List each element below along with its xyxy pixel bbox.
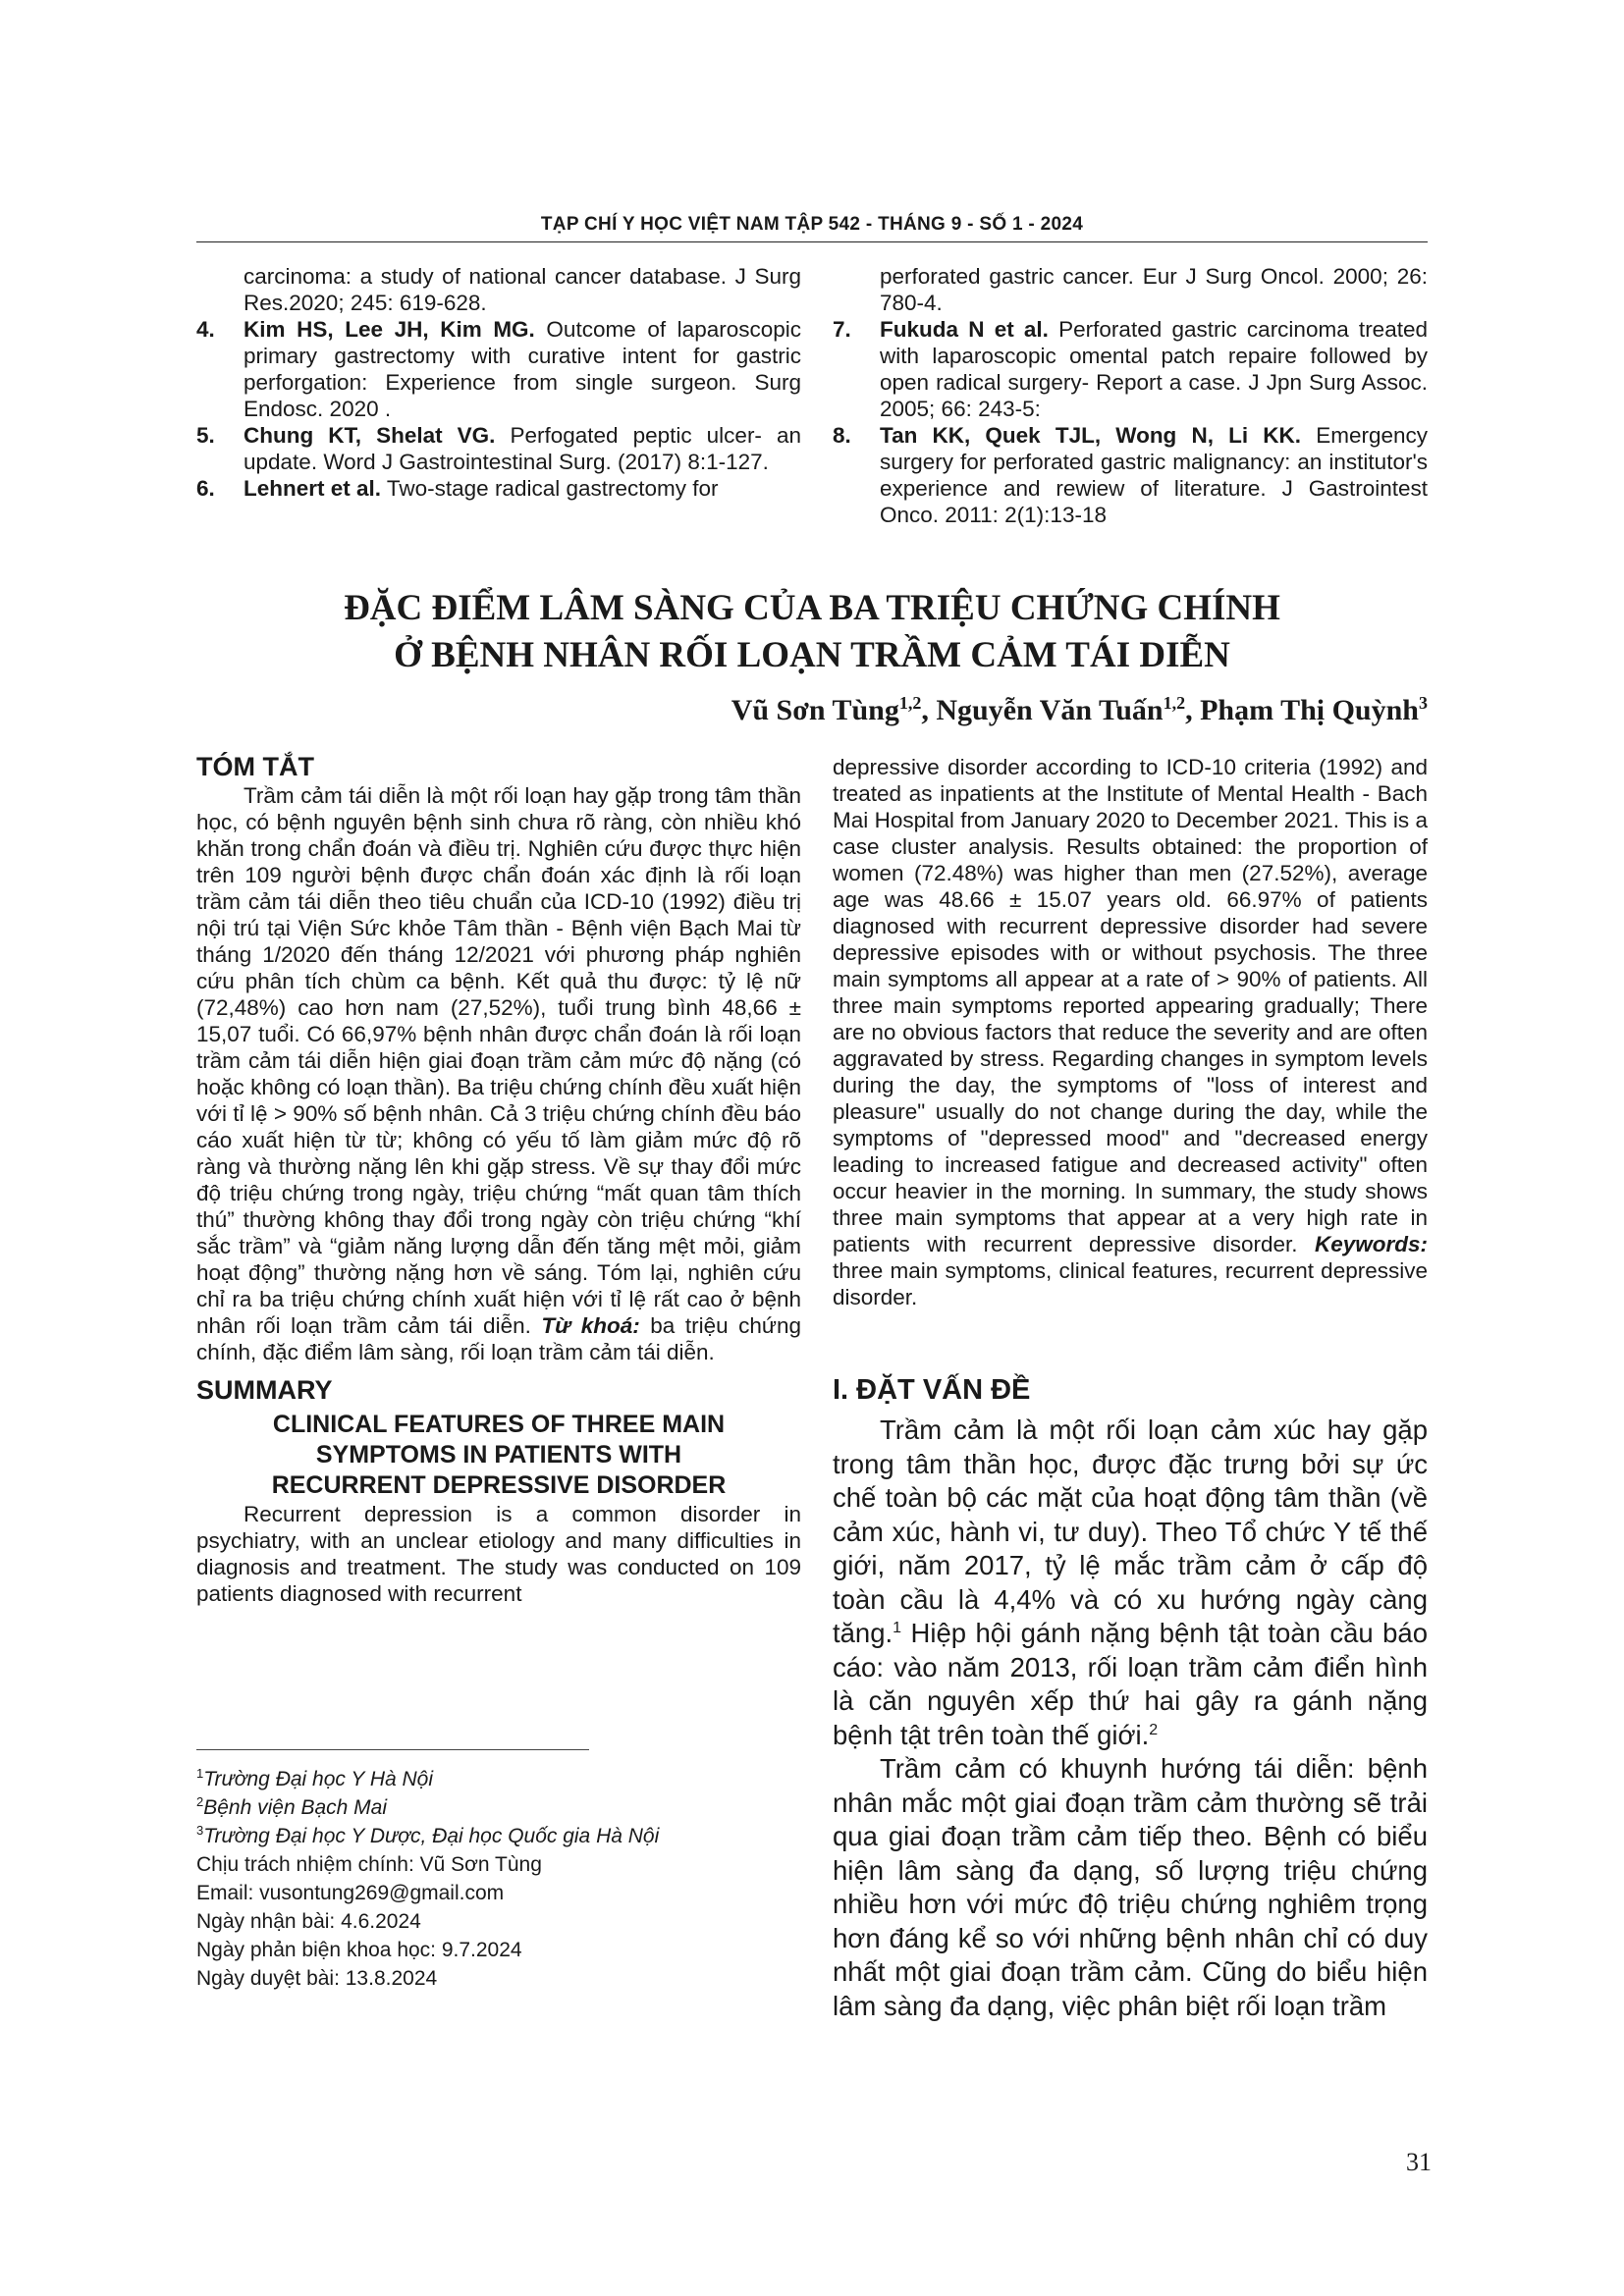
article-title-line-1: ĐẶC ĐIỂM LÂM SÀNG CỦA BA TRIỆU CHỨNG CHÍNH [344,588,1280,628]
reference-body [244,316,801,422]
right-column [833,754,1428,1310]
summary-text-left: Recurrent depression is a common disorder in psychiatry, with an unclear etiology and many difficulties in diagnosis and treatment. The study was conducted on 109 patients diagnosed with recurrent [196,1502,801,1606]
reference-number: 8. [833,423,851,448]
reference-text: Outcome of laparoscopic primary gastrectomy with curative intent for gastric perforgation: Experience from single surgeon. Surg Endosc. 2020 . [244,317,802,421]
author-name: Vũ Sơn Tùng [731,694,899,726]
reference-authors: Lehnert et al. [244,476,382,501]
reference-number: 4. [196,317,215,342]
summary-title-line-1: CLINICAL FEATURES OF THREE MAIN [272,1411,726,1438]
citation-marker: 1 [893,1619,902,1636]
author-list [731,694,1428,727]
author-affiliation: 1,2 [1163,693,1186,713]
references-right [833,263,1428,528]
reference-text: Emergency surgery for perforated gastric malignancy: an institutor's experience and rewiew of literature. J Gastrointest Onco. 2011: 2(1):13-18 [880,423,1428,527]
footnote-rule [196,1749,589,1750]
reference-body [880,316,1428,422]
section-1-paragraph-2: Trầm cảm có khuynh hướng tái diễn: bệnh nhân mắc một giai đoạn trầm cảm thường sẽ trải qua giai đoạn trầm cảm tiếp theo. Bệnh có biểu hiện lâm sàng đa dạng, số lượng triệu chứng nhiều hơn với mức độ triệu chứng nghiêm trọng hơn đáng kể so với những bệnh nhân chỉ có duy nhất một giai đoạn trầm cảm. Cũng do biểu hiện lâm sàng đa dạng, việc phân biệt rối loạn trầm [833,1753,1428,2021]
summary-body: depressive disorder according to ICD-10 criteria (1992) and treated as inpatients at the Institute of Mental Health - Bach Mai Hospital from January 2020 to December 2021. This is a case cluster analysis. Results obtained: the proportion of women (72.48%) was higher than men (27.52%), average age was 48.66 ± 15.07 years old. 66.97% of patients diagnosed with recurrent depressive disorder had severe depressive episodes with or without psychosis. The three main symptoms all appear at a rate of > 90% of patients. All three main symptoms reported appearing gradually; There are no obvious factors that reduce the severity and are often aggravated by stress. Regarding changes in symptom levels during the day, the symptoms of "loss of interest and pleasure" usually do not change during the day, while the symptoms of "depressed mood" and "decreased energy leading to increased fatigue and decreased activity" often occur heavier in the morning. In summary, the study shows three main symptoms that appear at a very high rate in patients with recurrent depressive disorder. [833,755,1428,1256]
author-separator: , [921,694,937,726]
footnote-affiliation-1 [196,1765,659,1793]
reference-authors: Fukuda N et al. [880,317,1049,342]
abstract-body: Trầm cảm tái diễn là một rối loạn hay gặp trong tâm thần học, có bệnh nguyên bệnh sinh chưa rõ ràng, còn nhiều khó khăn trong chẩn đoán và điều trị. Nghiên cứu được thực hiện trên 109 người bệnh được chẩn đoán xác định là rối loạn trầm cảm tái diễn theo tiêu chuẩn của ICD-10 (1992) điều trị nội trú tại Viện Sức khỏe Tâm thần - Bệnh viện Bạch Mai từ tháng 1/2020 đến tháng 12/2021 với phương pháp nghiên cứu phân tích chùm ca bệnh. Kết quả thu được: tỷ lệ nữ (72,48%) cao hơn nam (27,52%), tuổi trung bình 48,66 ± 15,07 tuổi. Có 66,97% bệnh nhân được chẩn đoán là rối loạn trầm cảm tái diễn hiện giai đoạn trầm cảm mức độ nặng (có hoặc không có loạn thần). Ba triệu chứng chính đều xuất hiện với tỉ lệ > 90% số bệnh nhân. Cả 3 triệu chứng chính đều báo cáo xuất hiện từ từ; không có yếu tố làm giảm mức độ rõ ràng và thường nặng lên khi gặp stress. Về sự thay đổi mức độ triệu chứng trong ngày, triệu chứng “mất quan tâm thích thú” thường không thay đổi trong ngày còn triệu chứng “khí sắc trầm” và “giảm năng lượng dẫn đến tăng mệt mỏi, giảm hoạt động” thường nặng hơn về sáng. Tóm lại, nghiên cứu chỉ ra ba triệu chứng chính xuất hiện với tỉ lệ rất cao ở bệnh nhân rối loạn trầm cảm tái diễn. [196,783,801,1338]
footnote-marker: 2 [196,1794,204,1809]
reference-authors: Kim HS, Lee JH, Kim MG. [244,317,535,342]
footnote-text: Bệnh viện Bạch Mai [203,1796,388,1819]
abstract-vi-text [196,782,801,1365]
section-1-paragraph-1 [833,1414,1428,1752]
reference-number: 7. [833,317,851,342]
paragraph-text: Trầm cảm là một rối loạn cảm xúc hay gặp trong tâm thần học, được đặc trưng bởi sự ức chế toàn bộ các mặt của hoạt động tâm thần (về cảm xúc, hành vi, tư duy). Theo Tổ chức Y tế thế giới, năm 2017, tỷ lệ mắc trầm cảm ở cấp độ toàn cầu là 4,4% và có xu hướng ngày càng tăng. [833,1415,1428,1648]
footnote-text: Trường Đại học Y Dược, Đại học Quốc gia Hà Nội [203,1825,660,1847]
reference-authors: Tan KK, Quek TJL, Wong N, Li KK. [880,423,1302,448]
author-name: Nguyễn Văn Tuấn [936,694,1164,726]
header-rule [196,241,1428,242]
keywords-text: three main symptoms, clinical features, recurrent depressive disorder. [833,1258,1428,1309]
footnote-text: Trường Đại học Y Hà Nội [203,1768,434,1790]
reference-continuation [833,263,1428,316]
reference-continuation [196,263,801,316]
summary-title-line-3: RECURRENT DEPRESSIVE DISORDER [271,1471,727,1499]
reference-text: Perfogated peptic ulcer- an update. Word J Gastrointestinal Surg. (2017) 8:1-127. [244,423,802,474]
footnote-affiliation-3 [196,1822,659,1850]
section-1-body [833,1414,1428,2023]
reference-body [244,422,801,475]
reference-item-7 [833,316,1428,422]
page-number: 31 [1406,2148,1432,2176]
reference-text: Two-stage radical gastrectomy for [381,476,719,501]
footnotes [196,1765,659,1993]
reference-text: perforated gastric cancer. Eur J Surg Oncol. 2000; 26: 780-4. [880,264,1428,315]
footnote-marker: 1 [196,1766,204,1781]
left-column [196,754,801,1607]
date-received: Ngày nhận bài: 4.6.2024 [196,1910,421,1933]
date-accepted: Ngày duyệt bài: 13.8.2024 [196,1967,438,1990]
reference-number: 5. [196,423,215,448]
reference-text: Perforated gastric carcinoma treated with laparoscopic omental patch repaire followed by open radical surgery- Report a case. J Jpn Surg Assoc. 2005; 66: 243-5: [880,317,1428,421]
reference-item-8 [833,422,1428,528]
reference-item-5 [196,422,801,475]
author-affiliation: 3 [1419,693,1428,713]
keywords-text: ba triệu chứng chính, đặc điểm lâm sàng, rối loạn trầm cảm tái diễn. [196,1313,801,1364]
citation-marker: 2 [1149,1721,1159,1738]
reference-text: carcinoma: a study of national cancer database. J Surg Res.2020; 245: 619-628. [244,264,801,315]
author-name: Phạm Thị Quỳnh [1200,694,1419,726]
journal-header: TẠP CHÍ Y HỌC VIỆT NAM TẬP 542 - THÁNG 9 - SỐ 1 - 2024 [540,214,1084,235]
section-1-heading: I. ĐẶT VẤN ĐỀ [833,1374,1031,1406]
summary-heading: SUMMARY [196,1375,333,1405]
author-affiliation: 1,2 [898,693,922,713]
summary-title-line-2: SYMPTOMS IN PATIENTS WITH [315,1441,682,1468]
references-left [196,263,801,502]
author-separator: , [1185,694,1201,726]
keywords-label: Từ khoá: [541,1313,640,1338]
reference-item-6 [196,475,801,502]
reference-number: 6. [196,476,215,501]
corresponding-author: Chịu trách nhiệm chính: Vũ Sơn Tùng [196,1853,542,1876]
date-reviewed: Ngày phản biện khoa học: 9.7.2024 [196,1939,522,1961]
keywords-label: Keywords: [1314,1232,1428,1256]
article-title-line-2: Ở BỆNH NHÂN RỐI LOẠN TRẦM CẢM TÁI DIỄN [394,635,1230,675]
footnote-affiliation-2 [196,1793,659,1822]
reference-authors: Chung KT, Shelat VG. [244,423,496,448]
reference-body [880,422,1428,528]
reference-item-4 [196,316,801,422]
email: Email: vusontung269@gmail.com [196,1882,505,1904]
paragraph-text: Hiệp hội gánh nặng bệnh tật toàn cầu báo cáo: vào năm 2013, rối loạn trầm cảm điển hình là căn nguyên xếp thứ hai gây ra gánh nặng bệnh tật trên toàn thế giới. [833,1618,1428,1750]
summary-text-right [833,754,1428,1310]
footnote-marker: 3 [196,1823,204,1838]
abstract-heading: TÓM TẮT [196,752,314,781]
reference-body [244,475,801,502]
